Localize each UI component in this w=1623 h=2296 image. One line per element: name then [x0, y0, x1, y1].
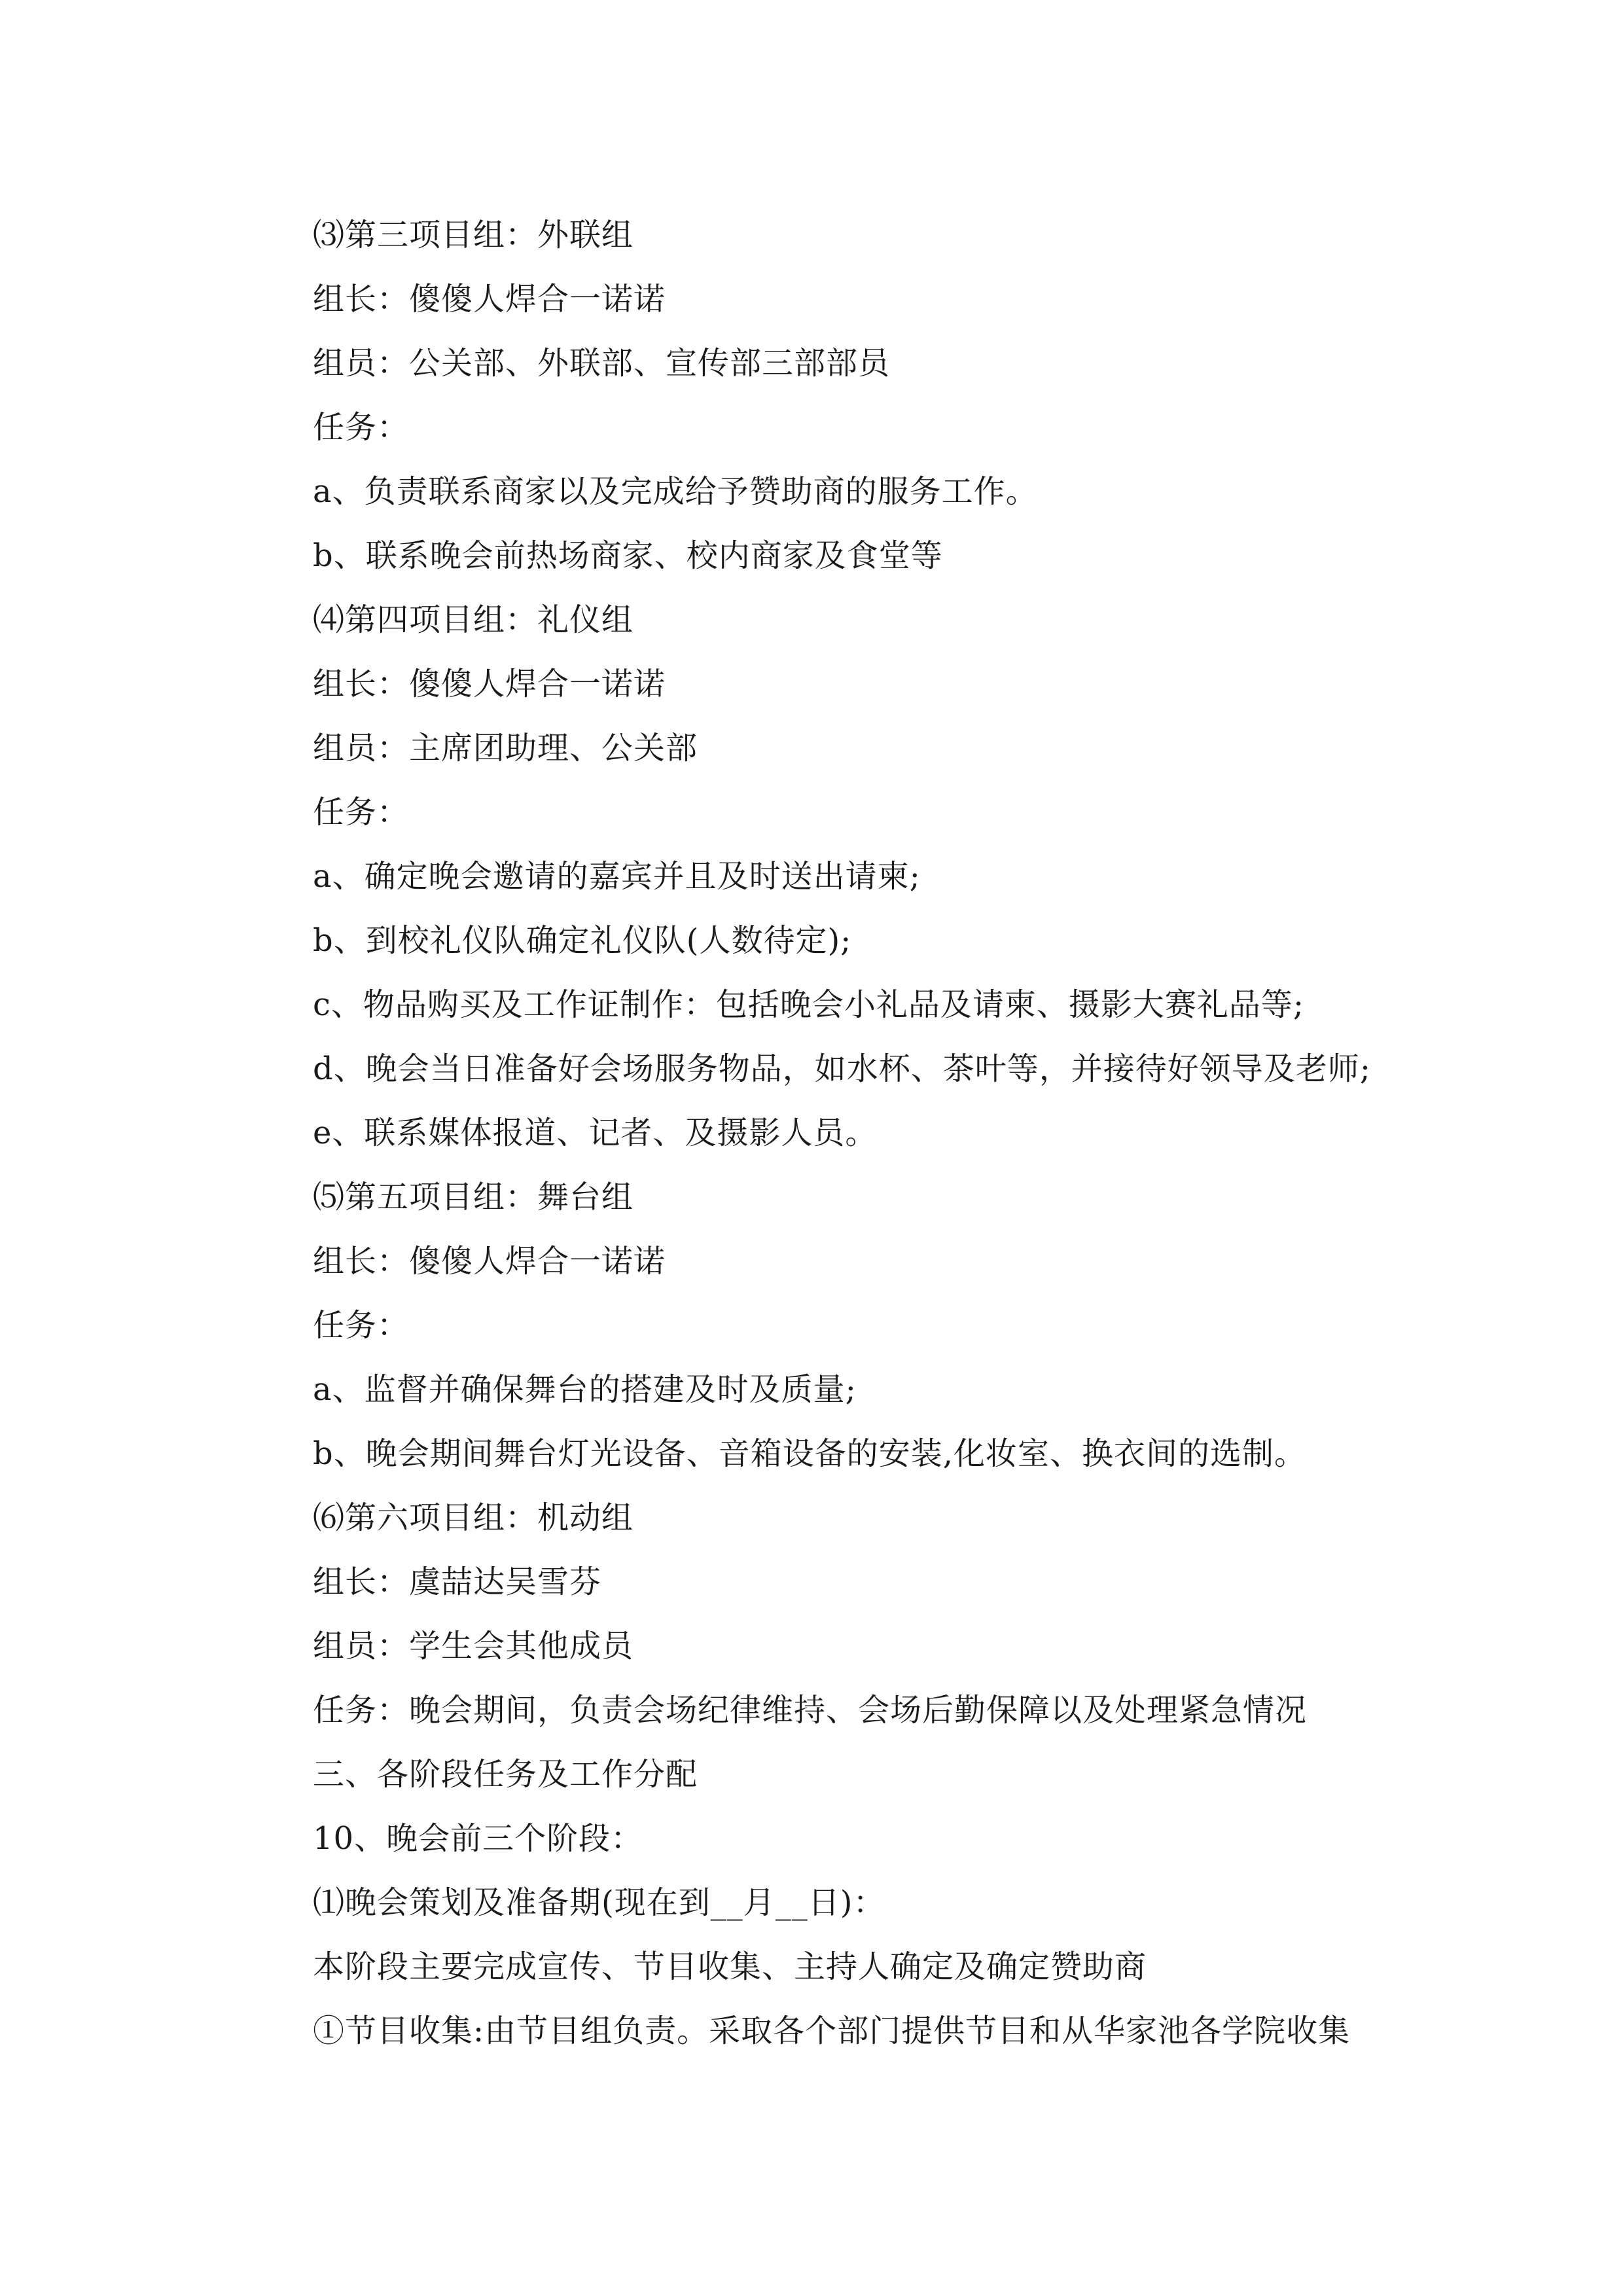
heading-group-4: ⑷第四项目组：礼仪组 [313, 601, 634, 638]
group-3-task-b: b、联系晚会前热场商家、校内商家及食堂等 [313, 537, 943, 574]
group-6-members: 组员：学生会其他成员 [313, 1628, 634, 1664]
program-collection: ①节目收集:由节目组负责。采取各个部门提供节目和从华家池各学院收集 [313, 2013, 1351, 2049]
group-4-task-b: b、到校礼仪队确定礼仪队(人数待定); [313, 922, 852, 959]
group-3-leader: 组长：傻傻人焊合一诺诺 [313, 281, 666, 317]
heading-group-5: ⑸第五项目组：舞台组 [313, 1179, 634, 1215]
group-3-task-a: a、负责联系商家以及完成给予赞助商的服务工作。 [313, 473, 1038, 510]
group-4-task-a: a、确定晚会邀请的嘉宾并且及时送出请柬; [313, 858, 921, 895]
group-5-leader: 组长：傻傻人焊合一诺诺 [313, 1243, 666, 1280]
group-4-leader: 组长：傻傻人焊合一诺诺 [313, 666, 666, 702]
group-3-tasks-label: 任务： [313, 409, 410, 446]
group-5-task-b: b、晚会期间舞台灯光设备、音箱设备的安装,化妆室、换衣间的选制。 [313, 1435, 1306, 1472]
document-body [313, 203, 1465, 2063]
group-4-tasks-label: 任务： [313, 794, 410, 831]
group-3-members: 组员：公关部、外联部、宣传部三部部员 [313, 345, 891, 382]
group-6-leader: 组长：虞喆达吴雪芬 [313, 1564, 602, 1600]
phase-1-heading: ⑴晚会策划及准备期(现在到__月__日)： [313, 1884, 885, 1921]
group-4-task-c: c、物品购买及工作证制作：包括晚会小礼品及请柬、摄影大赛礼品等; [313, 986, 1305, 1023]
section-3-heading: 三、各阶段任务及工作分配 [313, 1756, 698, 1793]
heading-group-6: ⑹第六项目组：机动组 [313, 1499, 634, 1536]
heading-group-3: ⑶第三项目组：外联组 [313, 217, 634, 253]
group-5-task-a: a、监督并确保舞台的搭建及时及质量; [313, 1371, 857, 1408]
group-4-members: 组员：主席团助理、公关部 [313, 730, 698, 766]
item-10-heading: 10、晚会前三个阶段： [313, 1820, 643, 1857]
phase-1-summary: 本阶段主要完成宣传、节目收集、主持人确定及确定赞助商 [313, 1948, 1147, 1985]
group-4-task-e: e、联系媒体报道、记者、及摄影人员。 [313, 1115, 878, 1151]
group-4-task-d: d、晚会当日准备好会场服务物品，如水杯、茶叶等，并接待好领导及老师; [313, 1050, 1371, 1087]
group-6-tasks: 任务：晚会期间，负责会场纪律维持、会场后勤保障以及处理紧急情况 [313, 1692, 1308, 1729]
group-5-tasks-label: 任务： [313, 1307, 410, 1344]
